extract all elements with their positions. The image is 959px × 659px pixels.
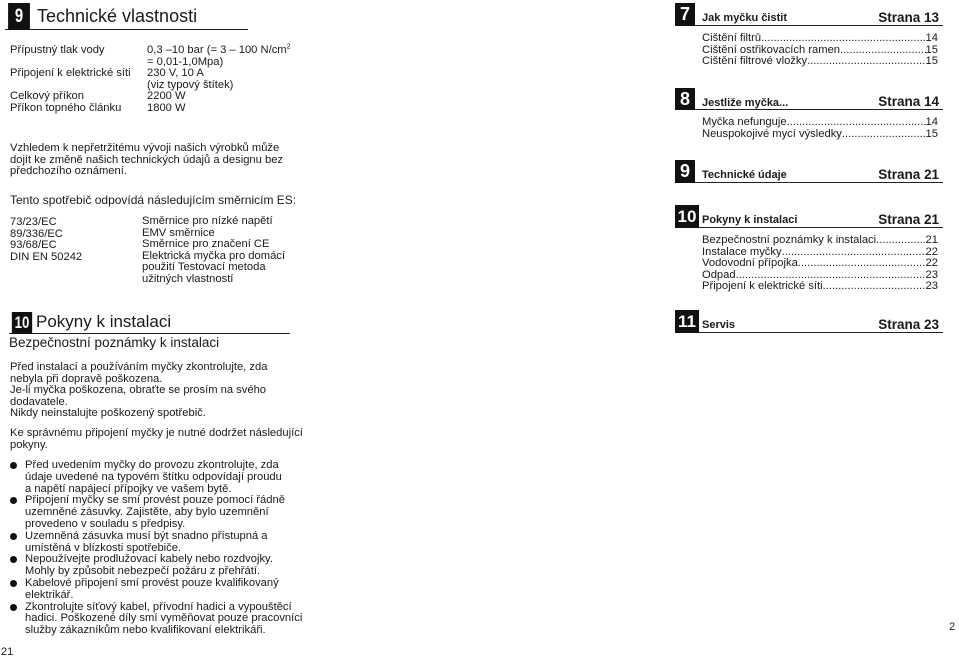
section-number-badge: 7	[675, 3, 695, 26]
list-item: Uzemněná zásuvka musí být snadno přístupná a umístěná v blízkosti spotřebiče.	[9, 531, 299, 555]
bullet-icon	[10, 497, 17, 504]
list-item: Kabelové připojení smí provést pouze kvalifikovaný elektrikář.	[9, 578, 299, 602]
list-item: Zkontrolujte síťový kabel, přívodní hadici a vypouštěcí hadici. Poškozené díly smí vyměňovat pouze pracovníci služby zákazníkům nebo kvalifikovaní elektrikáři.	[9, 602, 299, 637]
toc-entry[interactable]: Neuspokojivé mycí výsledky ..... 15	[702, 129, 938, 141]
toc-title: Jak myčku čistit	[702, 12, 787, 24]
toc-title: Technické údaje	[702, 169, 787, 181]
bullet-icon	[10, 462, 17, 469]
toc-entry[interactable]: Čištění filtrové vložky ..... 15	[702, 56, 938, 68]
directive-desc: EMV směrnice	[142, 226, 215, 239]
toc-page-label: Strana 14	[878, 94, 939, 109]
section-title: Technické vlastnosti	[37, 6, 198, 26]
toc-entry[interactable]: Odpad ..... 23	[702, 270, 938, 282]
spec-value: 0,3 –10 bar (= 3 – 100 $N/cm^2$	[147, 43, 291, 56]
directive-desc: Směrnice pro nízké napětí	[142, 215, 273, 227]
toc-title: Jestliže myčka...	[702, 97, 789, 109]
section-number-badge: 10	[675, 205, 699, 228]
list-item: Nepoužívejte prodlužovací kabely nebo rozdvojky. Mohly by způsobit nebezpečí požáru z přehřátí.	[9, 554, 299, 578]
bullet-icon	[10, 533, 17, 540]
toc-entry[interactable]: Bezpečnostní poznámky k instalaci ..... 21	[702, 235, 938, 247]
directive-code: 89/336/EC	[10, 227, 63, 240]
page-number-left: 21	[1, 646, 14, 658]
toc-header-7	[675, 3, 943, 26]
section-10-header	[9, 312, 290, 334]
list-item: Připojení myčky se smí provést pouze pomocí řádně uzemněné zásuvky. Zajistěte, aby bylo uzemnění provedeno v souladu s předpisy.	[9, 495, 299, 530]
toc-page-label: Strana 23	[878, 317, 939, 332]
toc-title: Pokyny k instalaci	[702, 214, 798, 226]
directives-intro: Tento spotřebič odpovídá následujícím směrnicím ES:	[10, 193, 297, 207]
spec-value: 1800 W	[147, 101, 186, 114]
toc-entry[interactable]: Čištění ostřikovacích ramen ..... 15	[702, 45, 938, 57]
install-intro-paragraph: Před instalací a používáním myčky zkontrolujte, zda nebyla při dopravě poškozena. Je-li myčka poškozena, obraťte se prosím na svého dodavatele. Nikdy neinstalujte poškozený spotřebič.	[10, 361, 268, 419]
directive-code: 93/68/EC	[10, 239, 57, 251]
section-number-badge: 9	[675, 160, 695, 183]
directive-code: DIN EN 50242	[10, 250, 83, 263]
toc-entry[interactable]: Instalace myčky ..... 22	[702, 247, 938, 259]
section-subtitle: Bezpečnostní poznámky k instalaci	[9, 335, 220, 350]
spec-label: Celkový příkon	[10, 90, 84, 102]
section-number-badge: 9	[8, 3, 30, 30]
toc-title: Servis	[702, 319, 736, 331]
spec-label: Příkon topného článku	[10, 101, 122, 114]
toc-header-10	[675, 205, 943, 228]
install-bullet-list	[9, 459, 303, 637]
install-note-paragraph: Ke správnému připojení myčky je nutné dodržet následující pokyny.	[10, 427, 303, 451]
toc-header-11	[675, 310, 943, 333]
spec-value: = 0,01-1,0Mpa)	[147, 55, 224, 68]
section-9-header	[5, 3, 248, 30]
section-title: Pokyny k instalaci	[36, 312, 172, 331]
toc-page-label: Strana 21	[878, 212, 939, 227]
list-item: Před uvedením myčky do provozu zkontrolujte, zda údaje uvedené na typovém štítku odpovídají proudu a napětí napájecí přípojky ve vašem bytě.	[9, 460, 299, 495]
spec-value: (viz typový štítek)	[147, 78, 234, 91]
page-number-right: 2	[949, 621, 956, 633]
toc-entry[interactable]: Vodovodní přípojka ..... 22	[702, 258, 938, 270]
toc-header-8	[675, 88, 943, 110]
toc-page-label: Strana 13	[878, 10, 939, 25]
section-number-badge: 11	[675, 310, 699, 333]
notice-paragraph: Vzhledem k nepřetržitému vývoji našich výrobků může dojít ke změně našich technických údajů a designu bez předchozího oznámení.	[10, 142, 284, 177]
toc-header-9	[675, 160, 943, 183]
section-number-badge: 10	[12, 312, 32, 334]
toc-page-label: Strana 21	[878, 167, 939, 182]
toc-entry[interactable]: Připojení k elektrické síti ..... 23	[702, 281, 938, 293]
bullet-icon	[10, 604, 17, 611]
directive-desc: Směrnice pro značení CE	[142, 238, 270, 250]
toc-entry[interactable]: Myčka nefunguje ..... 14	[702, 117, 938, 129]
directive-desc: Elektrická myčka pro domácí použití Testovací metoda užitných vlastností	[142, 249, 285, 285]
bullet-icon	[10, 580, 17, 587]
bullet-icon	[10, 556, 17, 563]
spec-value: 230 V, 10 A	[147, 67, 204, 79]
directive-code: 73/23/EC	[10, 216, 57, 228]
spec-label: Připojení k elektrické síti	[10, 67, 131, 79]
toc-entry[interactable]: Čištění filtrů ..... 14	[702, 33, 938, 45]
spec-value: 2200 W	[147, 90, 186, 102]
spec-label: Přípustný tlak vody	[10, 44, 105, 56]
section-number-badge: 8	[675, 88, 695, 110]
